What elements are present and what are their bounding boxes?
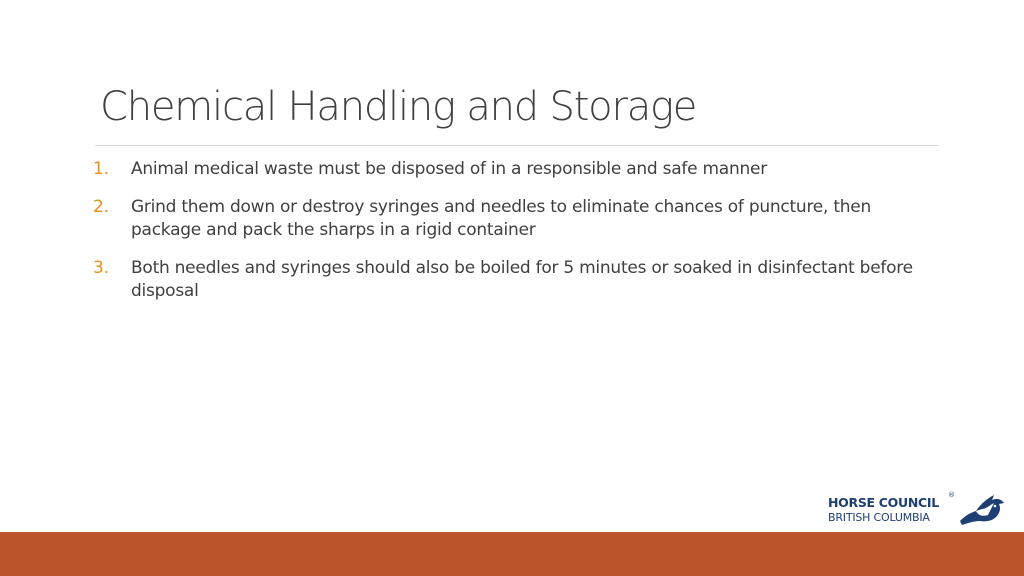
- logo-line-2: BRITISH COLUMBIA: [828, 511, 930, 524]
- list-item-text: Grind them down or destroy syringes and needles to eliminate chances of puncture, then package and pack the sharps in a rigid container: [131, 197, 871, 240]
- logo-line-1: HORSE COUNCIL: [828, 495, 939, 510]
- list-item-text: Both needles and syringes should also be boiled for 5 minutes or soaked in disinfectant before disposal: [131, 258, 913, 301]
- horse-council-logo: [828, 491, 1013, 529]
- title-divider: [95, 145, 938, 146]
- horse-head-icon: [952, 491, 1008, 529]
- footer-bar: [0, 532, 1024, 576]
- registered-mark: ®: [948, 491, 955, 499]
- list-item: [93, 257, 923, 303]
- list-item-number: 2.: [93, 197, 109, 217]
- list-item: [93, 196, 923, 242]
- list-item: [93, 158, 923, 181]
- list-item-number: 3.: [93, 258, 109, 278]
- list-item-number: 1.: [93, 159, 109, 179]
- slide-title: Chemical Handling and Storage: [100, 84, 697, 130]
- numbered-list: [93, 158, 923, 318]
- list-item-text: Animal medical waste must be disposed of in a responsible and safe manner: [131, 159, 767, 179]
